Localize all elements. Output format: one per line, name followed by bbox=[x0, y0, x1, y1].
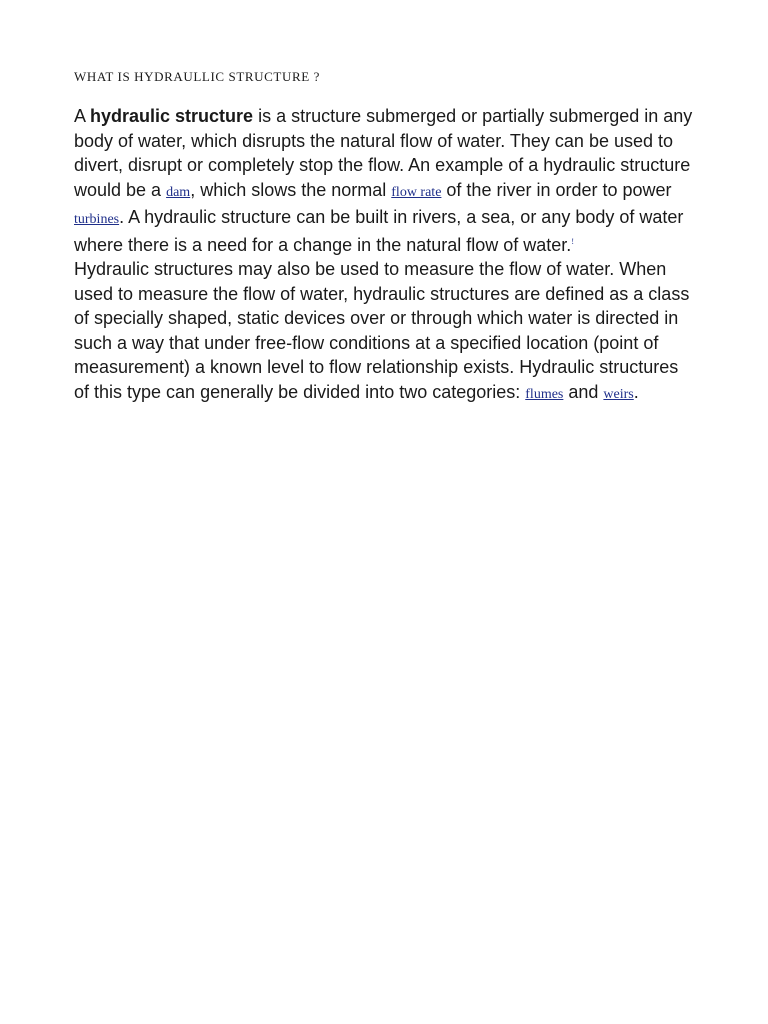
paragraph-text: is a structure submerged or partially submerged in any body of water, which disrupts the natural flow of water. They can be used to divert, disrupt or completely stop the flow. An example of a hydraulic structure would be a bbox=[74, 106, 693, 200]
document-heading: WHAT IS HYDRAULLIC STRUCTURE ? bbox=[74, 69, 320, 84]
paragraph-text: A bbox=[74, 106, 91, 126]
link-weirs[interactable]: weirs bbox=[603, 386, 634, 402]
bold-term: hydraulic structure bbox=[90, 106, 254, 126]
paragraph-definition bbox=[74, 104, 698, 257]
paragraph-text: Hydraulic structures may also be used to measure the flow of water. When used to measure the flow of water, hydraulic structures are defined as a class of specially shaped, static devices over or through which water is directed in such a way that under free-flow conditions at a specified location (point of measurement) a known level to flow relationship exists. Hydraulic structures of this type can generally be divided into two categories: bbox=[74, 259, 690, 402]
link-dam[interactable]: dam bbox=[166, 184, 191, 200]
paragraph-text: , which slows the normal bbox=[190, 179, 392, 200]
paragraph-text: . A hydraulic structure can be built in rivers, a sea, or any body of water where there is a need for a change in the natural flow of water. bbox=[74, 207, 684, 255]
paragraph-text: . bbox=[633, 381, 639, 402]
paragraph-measurement bbox=[74, 257, 698, 407]
paragraph-text: of the river in order to power bbox=[441, 179, 672, 200]
link-flumes[interactable]: flumes bbox=[525, 386, 564, 402]
link-flow-rate[interactable]: flow rate bbox=[391, 184, 442, 200]
link-turbines[interactable]: turbines bbox=[74, 212, 120, 227]
document-body bbox=[74, 104, 698, 407]
paragraph-text: and bbox=[563, 381, 604, 402]
reference-marker[interactable]: ! bbox=[571, 236, 574, 246]
